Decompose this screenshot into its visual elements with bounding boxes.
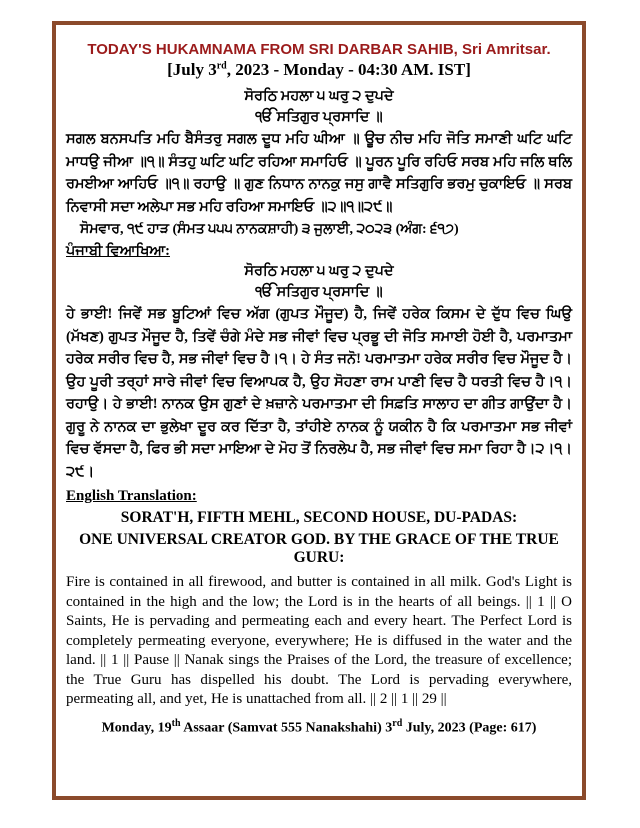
- date-line-post: , 2023 - Monday - 04:30 AM. IST]: [226, 60, 471, 79]
- english-heading-2: ONE UNIVERSAL CREATOR GOD. BY THE GRACE OF THE TRUE GURU:: [79, 531, 559, 566]
- shabad-mangal: ੴ ਸਤਿਗੁਰ ਪ੍ਰਸਾਦਿ ॥: [255, 109, 383, 125]
- punjabi-vyakhia-label: ਪੰਜਾਬੀ ਵਿਆਖਿਆ:: [66, 243, 170, 259]
- footer-date: [66, 718, 572, 737]
- page-title: TODAY'S HUKAMNAMA FROM SRI DARBAR SAHIB, Sri Amritsar.: [87, 41, 551, 58]
- date-line-sup: rd: [216, 60, 227, 72]
- shabad-heading: ਸੋਰਠਿ ਮਹਲਾ ੫ ਘਰੁ ੨ ਦੁਪਦੇ: [244, 88, 394, 104]
- footer-sup-1: th: [171, 717, 181, 729]
- english-translation-text: Fire is contained in all firewood, and butter is contained in all milk. God's Light is contained in the high and the low; the Lord is in the hearts of all beings. || 1 || O Saints, He is pervading and permeating each and every heart. The Perfect Lord is completely permeating everyone, everywhere; He is diffused in the water and the land. || 1 || Pause || Nanak sings the Praises of the Lord, the treasure of excellence; the True Guru has dispelled his doubt. The Lord is pervading everywhere, permeating all, and yet, He is unattached from all. || 2 || 1 || 29 ||: [66, 574, 572, 707]
- footer-post: July, 2023 (Page: 617): [402, 720, 537, 736]
- hukamnama-frame: [52, 21, 586, 800]
- date-line-pre: [July 3: [167, 60, 217, 79]
- footer-sup-2: rd: [392, 717, 403, 729]
- footer-mid: Assaar (Samvat 555 Nanakshahi) 3: [180, 720, 393, 736]
- vyakhia-heading: ਸੋਰਠਿ ਮਹਲਾ ੫ ਘਰੁ ੨ ਦੁਪਦੇ: [244, 263, 394, 279]
- shabad-text: ਸਗਲ ਬਨਸਪਤਿ ਮਹਿ ਬੈਸੰਤਰੁ ਸਗਲ ਦੂਧ ਮਹਿ ਘੀਆ ॥ ਊਚ ਨੀਚ ਮਹਿ ਜੋਤਿ ਸਮਾਣੀ ਘਟਿ ਘਟਿ ਮਾਧਉ ਜੀਆ ॥੧॥ ਸੰਤਹੁ ਘਟਿ ਘਟਿ ਰਹਿਆ ਸਮਾਹਿਓ ॥ ਪੂਰਨ ਪੂਰਿ ਰਹਿਓ ਸਰਬ ਮਹਿ ਜਲਿ ਥਲਿ ਰਮਈਆ ਆਹਿਓ ॥੧॥ ਰਹਾਉ ॥ ਗੁਣ ਨਿਧਾਨ ਨਾਨਕੁ ਜਸੁ ਗਾਵੈ ਸਤਿਗੁਰਿ ਭਰਮੁ ਚੁਕਾਇਓ ॥ ਸਰਬ ਨਿਵਾਸੀ ਸਦਾ ਅਲੇਪਾ ਸਭ ਮਹਿ ਰਹਿਆ ਸਮਾਇਓ ॥੨॥੧॥੨੯॥: [66, 131, 572, 215]
- english-heading-1: SORAT'H, FIFTH MEHL, SECOND HOUSE, DU-PADAS:: [120, 509, 518, 526]
- date-line: [66, 60, 572, 80]
- footer-pre: Monday, 19: [101, 720, 172, 736]
- vyakhia-mangal: ੴ ਸਤਿਗੁਰ ਪ੍ਰਸਾਦਿ ॥: [255, 284, 383, 300]
- english-translation-label: English Translation:: [66, 488, 197, 504]
- shabad-meta: ਸੋਮਵਾਰ, ੧੯ ਹਾੜ (ਸੰਮਤ ੫੫੫ ਨਾਨਕਸ਼ਾਹੀ) ੩ ਜੁਲਾਈ, ੨੦੨੩ (ਅੰਗ: ੬੧੭): [80, 222, 459, 237]
- vyakhia-text: ਹੇ ਭਾਈ! ਜਿਵੇਂ ਸਭ ਬੂਟਿਆਂ ਵਿਚ ਅੱਗ (ਗੁਪਤ ਮੌਜੂਦ) ਹੈ, ਜਿਵੇਂ ਹਰੇਕ ਕਿਸਮ ਦੇ ਦੁੱਧ ਵਿਚ ਘਿਉ (ਮੱਖਣ) ਗੁਪਤ ਮੌਜੂਦ ਹੈ, ਤਿਵੇਂ ਚੰਗੇ ਮੰਦੇ ਸਭ ਜੀਵਾਂ ਵਿਚ ਪ੍ਰਭੂ ਦੀ ਜੋਤਿ ਸਮਾਈ ਹੋਈ ਹੈ, ਪਰਮਾਤਮਾ ਹਰੇਕ ਸਰੀਰ ਵਿਚ ਹੈ, ਸਭ ਜੀਵਾਂ ਵਿਚ ਹੈ।੧। ਹੇ ਸੰਤ ਜਨੋ! ਪਰਮਾਤਮਾ ਹਰੇਕ ਸਰੀਰ ਵਿਚ ਮੌਜੂਦ ਹੈ। ਉਹ ਪੂਰੀ ਤਰ੍ਹਾਂ ਸਾਰੇ ਜੀਵਾਂ ਵਿਚ ਵਿਆਪਕ ਹੈ, ਉਹ ਸੋਹਣਾ ਰਾਮ ਪਾਣੀ ਵਿਚ ਹੈ ਧਰਤੀ ਵਿਚ ਹੈ।੧।ਰਹਾਉ। ਹੇ ਭਾਈ! ਨਾਨਕ ਉਸ ਗੁਣਾਂ ਦੇ ਖ਼ਜ਼ਾਨੇ ਪਰਮਾਤਮਾ ਦੀ ਸਿਫ਼ਤਿ ਸਾਲਾਹ ਦਾ ਗੀਤ ਗਾਉਂਦਾ ਹੈ। ਗੁਰੂ ਨੇ ਨਾਨਕ ਦਾ ਭੁਲੇਖਾ ਦੂਰ ਕਰ ਦਿੱਤਾ ਹੈ, ਤਾਂਹੀਏ ਨਾਨਕ ਨੂੰ ਯਕੀਨ ਹੈ ਕਿ ਪਰਮਾਤਮਾ ਸਭ ਜੀਵਾਂ ਵਿਚ ਵੱਸਦਾ ਹੈ, ਫਿਰ ਭੀ ਸਦਾ ਮਾਇਆ ਦੇ ਮੋਹ ਤੋਂ ਨਿਰਲੇਪ ਹੈ, ਸਭ ਜੀਵਾਂ ਵਿਚ ਸਮਾ ਰਿਹਾ ਹੈ।੨।੧।੨੯।: [66, 306, 572, 480]
